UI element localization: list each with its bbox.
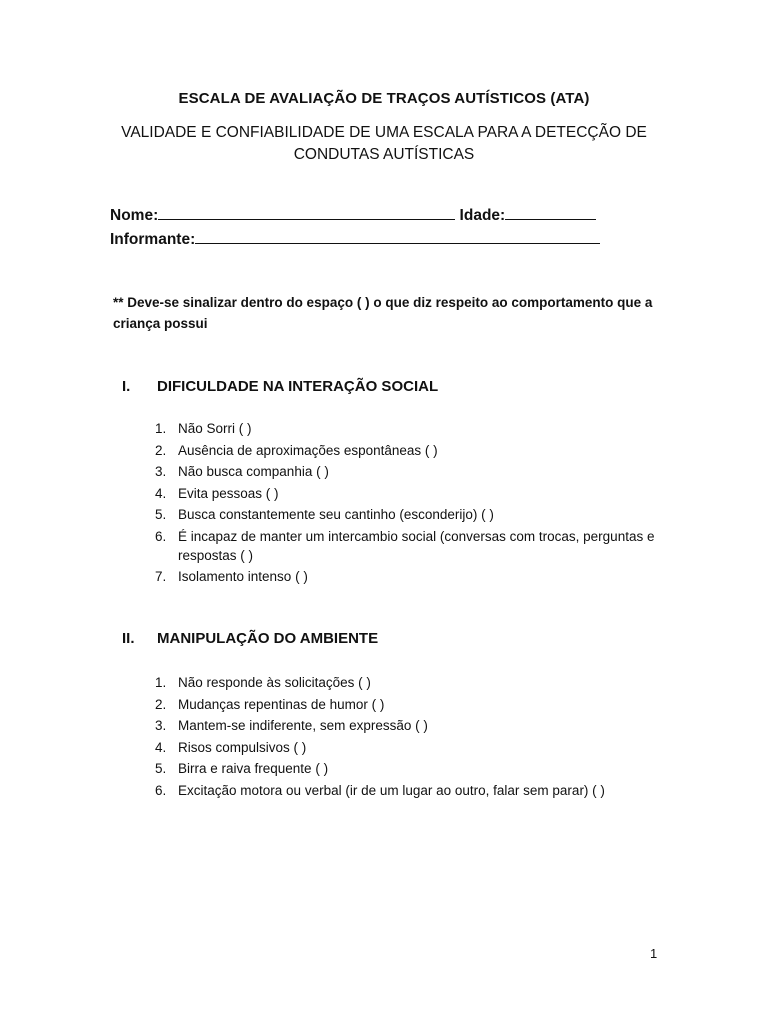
item-text: Isolamento intenso ( ) [178,569,308,584]
item-text: Não responde às solicitações ( ) [178,675,371,690]
nome-label: Nome: [110,207,159,224]
section-heading [122,378,438,395]
item-number: 2. [155,696,167,712]
informante-blank-field[interactable] [195,229,600,244]
item-text: Ausência de aproximações espontâneas ( ) [178,442,438,458]
nome-blank-field[interactable] [158,205,455,220]
idade-label: Idade: [459,207,506,224]
item-text: Não Sorri ( ) [178,421,252,436]
instruction-note: ** Deve-se sinalizar dentro do espaço ( ) o que diz respeito ao comportamento que a criança possui [113,295,653,331]
item-number: 2. [155,442,167,458]
section-heading [122,630,378,647]
informante-line [110,229,600,249]
list-item [0,441,668,460]
document-subtitle: VALIDADE E CONFIABILIDADE DE UMA ESCALA PARA A DETECÇÃO DE CONDUTAS AUTÍSTICAS [121,124,647,163]
list-item [0,567,668,586]
item-number: 6. [155,782,167,798]
list-item [0,673,668,692]
item-number: 6. [155,528,167,544]
list-item [0,716,668,735]
item-text: Birra e raiva frequente ( ) [178,761,329,776]
item-text: Não busca companhia ( ) [178,464,329,479]
item-text: É incapaz de manter um intercambio social (conversas com trocas, perguntas e respostas ( ) [178,528,655,563]
list-item [0,738,668,757]
section-number: I. [122,378,131,395]
item-number: 7. [155,569,167,584]
list-item [0,759,668,778]
item-number: 1. [155,675,167,690]
document-title: ESCALA DE AVALIAÇÃO DE TRAÇOS AUTÍSTICOS (ATA) [178,90,590,107]
list-item [0,781,668,800]
item-number: 4. [155,485,167,501]
section-item-list [0,673,768,802]
section-title: DIFICULDADE NA INTERAÇÃO SOCIAL [157,378,439,395]
item-text: Mudanças repentinas de humor ( ) [178,696,385,712]
item-text: Busca constantemente seu cantinho (esconderijo) ( ) [178,507,494,522]
list-item [0,419,668,438]
item-number: 4. [155,739,167,755]
item-number: 1. [155,421,167,436]
item-text: Excitação motora ou verbal (ir de um lugar ao outro, falar sem parar) ( ) [178,782,605,798]
item-number: 5. [155,507,167,522]
section-number: II. [122,630,135,647]
item-number: 3. [155,464,167,479]
page-number: 1 [650,946,658,961]
list-item [0,695,668,714]
nome-idade-line [110,205,596,225]
list-item [0,527,668,565]
item-number: 3. [155,718,167,733]
item-number: 5. [155,761,167,776]
list-item [0,484,668,503]
section-title: MANIPULAÇÃO DO AMBIENTE [157,630,379,647]
idade-blank-field[interactable] [505,205,596,220]
list-item [0,462,668,481]
section-item-list [0,419,768,589]
item-text: Evita pessoas ( ) [178,485,279,501]
item-text: Risos compulsivos ( ) [178,739,307,755]
item-text: Mantem-se indiferente, sem expressão ( ) [178,718,428,733]
list-item [0,505,668,524]
informante-label: Informante: [110,231,196,248]
